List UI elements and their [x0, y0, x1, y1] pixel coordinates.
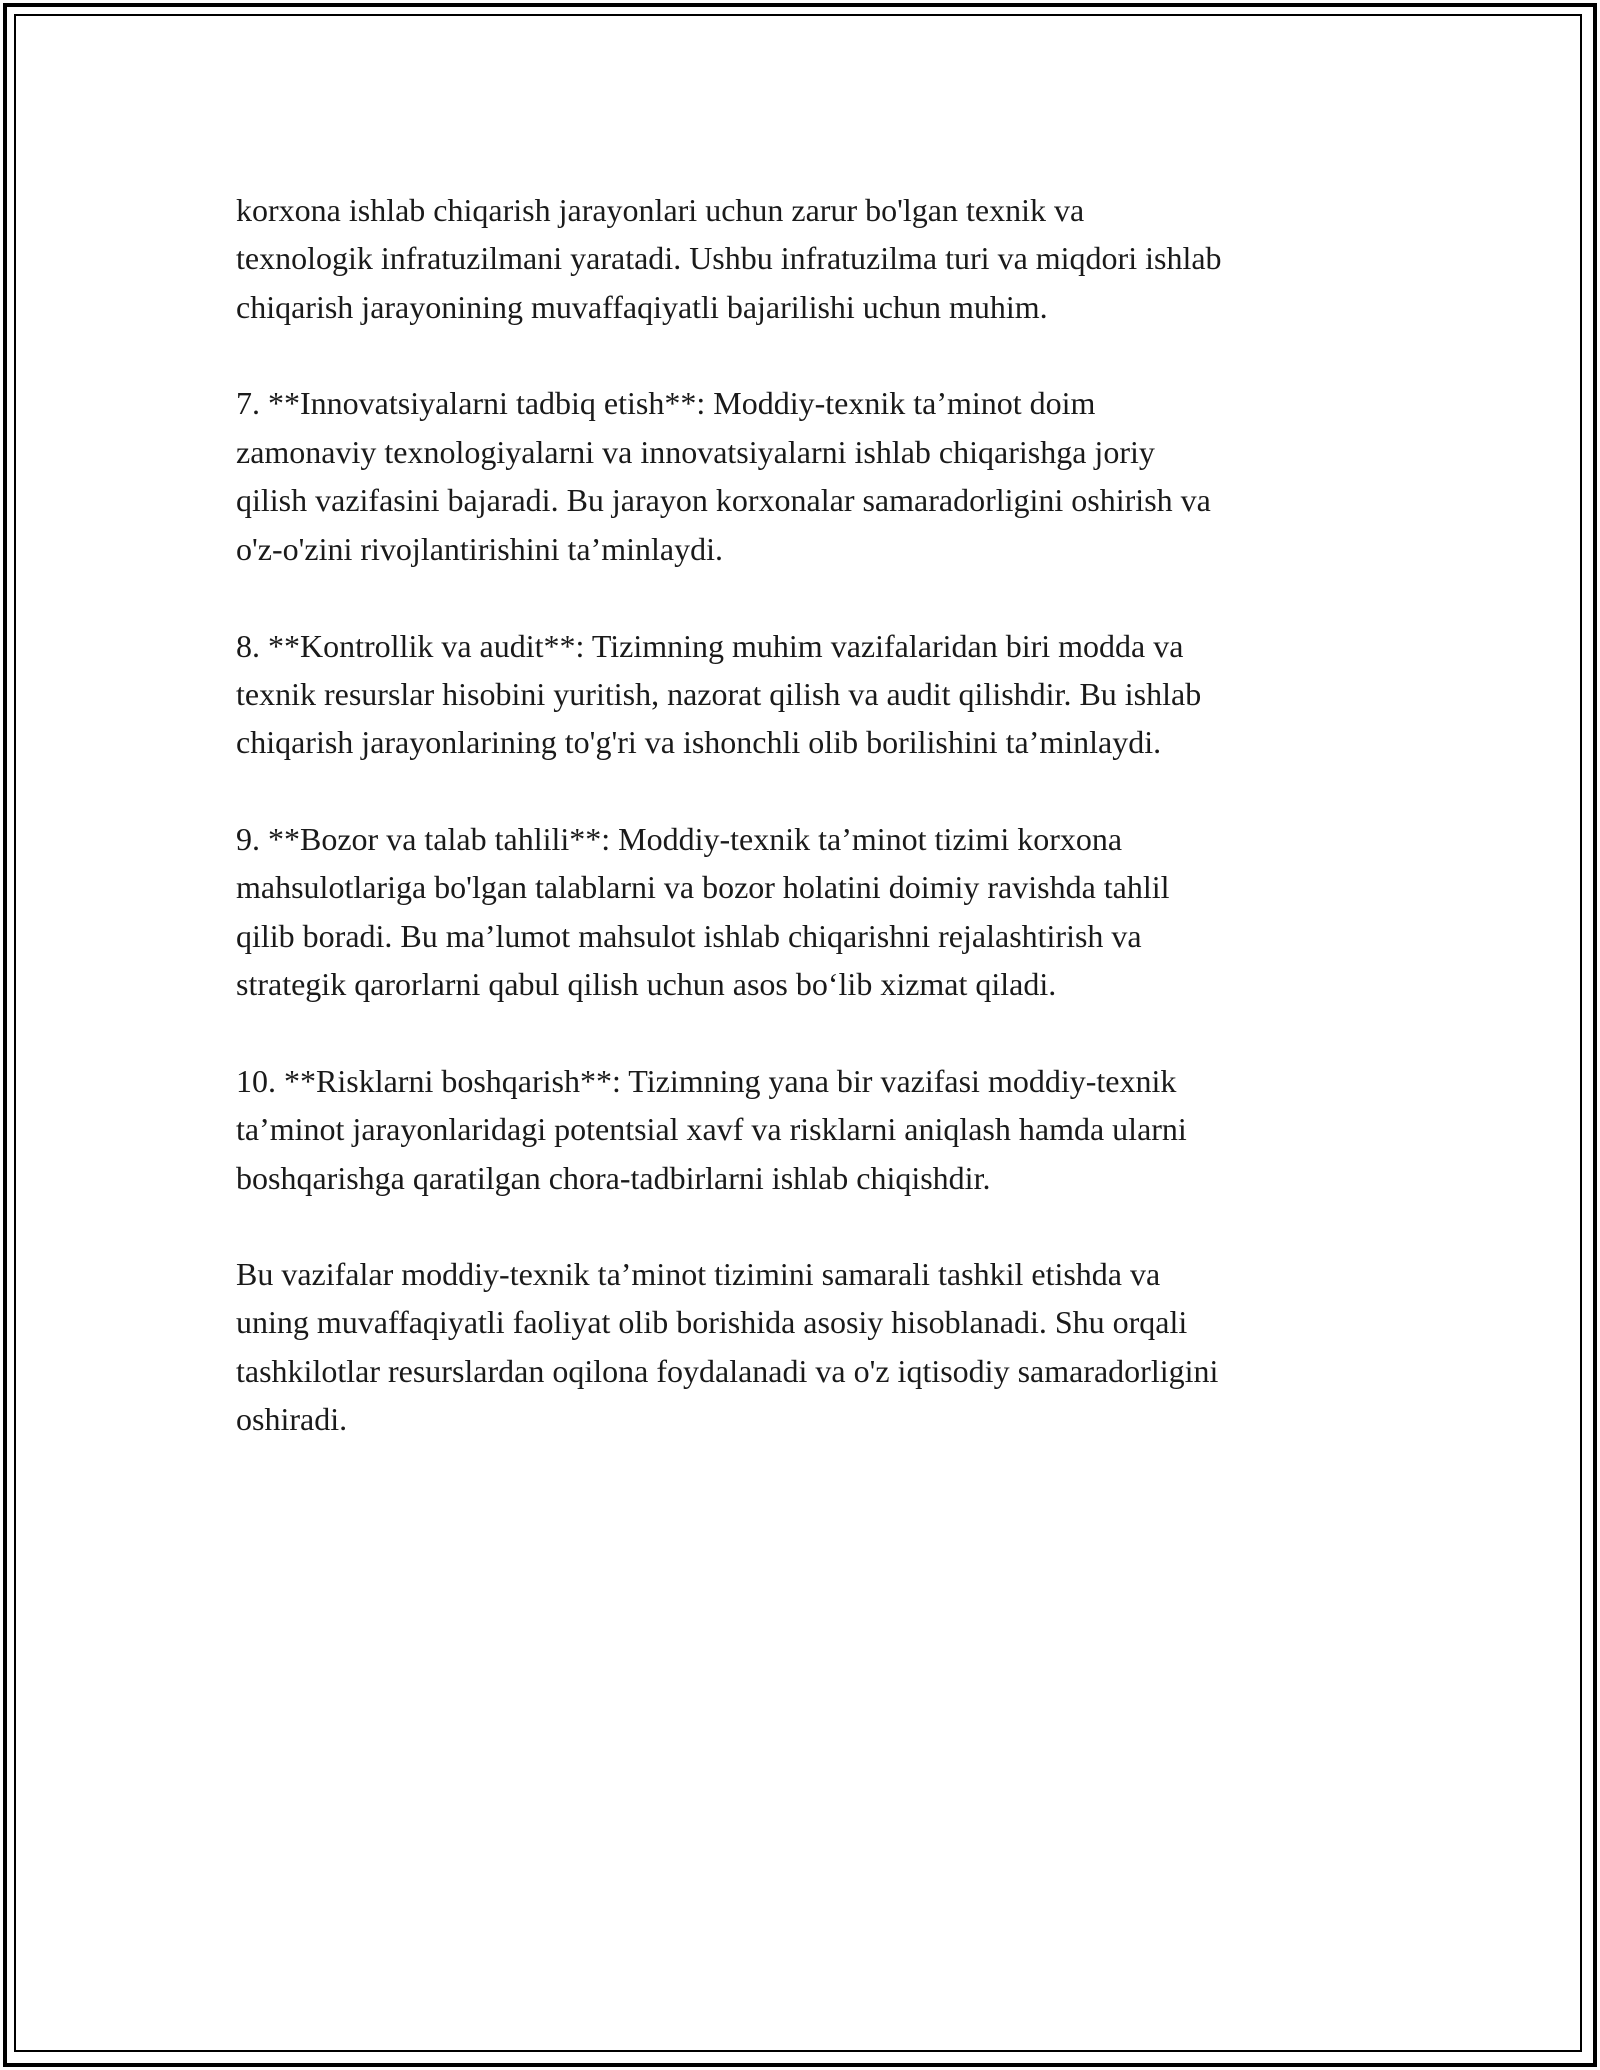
text-line: tashkilotlar resurslardan oqilona foydalanadi va o'z iqtisodiy samaradorligini: [236, 1353, 1219, 1389]
text-line: boshqarishga qaratilgan chora-tadbirlarni ishlab chiqishdir.: [236, 1160, 991, 1196]
text-line: oshiradi.: [236, 1401, 348, 1437]
text-line: uning muvaffaqiyatli faoliyat olib borishida asosiy hisoblanadi. Shu orqali: [236, 1304, 1188, 1340]
text-line: 8. **Kontrollik va audit**: Tizimning muhim vazifalaridan biri modda va: [236, 628, 1184, 664]
text-line: qilib boradi. Bu ma’lumot mahsulot ishlab chiqarishni rejalashtirish va: [236, 918, 1142, 954]
text-line: strategik qarorlarni qabul qilish uchun asos bo‘lib xizmat qiladi.: [236, 966, 1057, 1002]
text-line: texnologik infratuzilmani yaratadi. Ushbu infratuzilma turi va miqdori ishlab: [236, 240, 1222, 276]
text-line: 10. **Risklarni boshqarish**: Tizimning yana bir vazifasi moddiy-texnik: [236, 1063, 1177, 1099]
text-line: 9. **Bozor va talab tahlili**: Moddiy-texnik ta’minot tizimi korxona: [236, 821, 1123, 857]
text-line: o'z-o'zini rivojlantirishini ta’minlaydi.: [236, 531, 723, 567]
text-line: zamonaviy texnologiyalarni va innovatsiyalarni ishlab chiqarishga joriy: [236, 434, 1155, 470]
text-line: 7. **Innovatsiyalarni tadbiq etish**: Moddiy-texnik ta’minot doim: [236, 385, 1096, 421]
text-line: ta’minot jarayonlaridagi potentsial xavf va risklarni aniqlash hamda ularni: [236, 1111, 1187, 1147]
text-line: qilish vazifasini bajaradi. Bu jarayon korxonalar samaradorligini oshirish va: [236, 482, 1211, 518]
text-line: chiqarish jarayonining muvaffaqiyatli bajarilishi uchun muhim.: [236, 289, 1048, 325]
text-line: Bu vazifalar moddiy-texnik ta’minot tizimini samarali tashkil etishda va: [236, 1256, 1161, 1292]
text-line: mahsulotlariga bo'lgan talablarni va bozor holatini doimiy ravishda tahlil: [236, 869, 1170, 905]
text-line: chiqarish jarayonlarining to'g'ri va ishonchli olib borilishini ta’minlaydi.: [236, 724, 1162, 760]
text-line: texnik resurslar hisobini yuritish, nazorat qilish va audit qilishdir. Bu ishlab: [236, 676, 1202, 712]
text-line: korxona ishlab chiqarish jarayonlari uchun zarur bo'lgan texnik va: [236, 192, 1085, 228]
